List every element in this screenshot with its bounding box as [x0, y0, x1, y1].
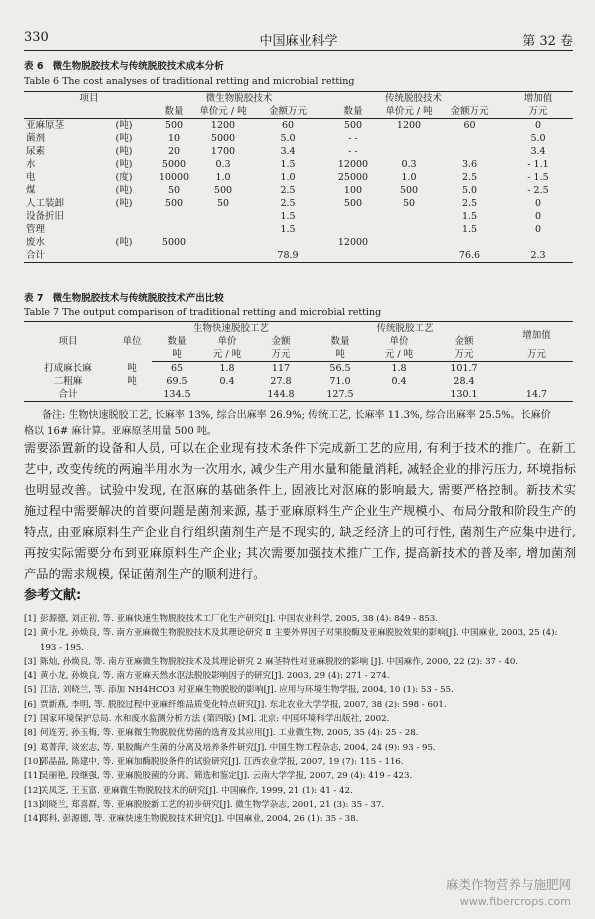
table7-head-qty-2: 数量 [330, 336, 350, 347]
table6-cell [382, 223, 436, 236]
reference-text: 葛菁萍, 谈宏志, 等. 果胶酶产生菌的分离及培养条件研究[J]. 中国生物工程杂志, 2004, 24 (9): 93 - 95. [40, 742, 436, 753]
table6-caption-number: 6 [36, 61, 44, 72]
table6-row [24, 184, 573, 197]
reference-item [24, 698, 576, 712]
table6-cell [252, 236, 324, 249]
table6-head-amount-2: 金额万元 [436, 105, 503, 119]
table6-cell: 亚麻原茎 [26, 120, 65, 131]
table6-row [24, 236, 573, 249]
table6-cell: 5000 [161, 159, 187, 170]
table6-cell: 1.0 [215, 172, 231, 183]
table6-head-price-2: 单价元 / 吨 [382, 105, 436, 119]
table6-cell: 3.4 [530, 146, 546, 157]
table6-cell: - - [348, 146, 358, 157]
table6-cell [436, 236, 503, 249]
table7-row [24, 388, 573, 402]
table6-head-price: 单价元 / 吨 [194, 105, 252, 119]
table7-head-row-1 [24, 322, 573, 336]
reference-number: [3] [24, 656, 37, 667]
table6-cell [436, 132, 503, 145]
table7-cell: 1.8 [391, 363, 407, 374]
table7-head-trad: 传统脱胶工艺 [310, 322, 500, 336]
reference-item [24, 669, 576, 683]
table6-cell: 60 [463, 120, 476, 131]
body-paragraph: 需要添置新的设备和人员, 可以在企业现有技术条件下完成新工艺的应用, 有利于技术的推广。在新工艺中, 改变传统的两遍半用水为一次用水, 减少生产用水量和能量消耗, 减轻企业的排污压力, 环境指标也明显改善。试验中发现, 在沤麻的基础条件上, 固液比对沤麻的影响最大, 需要严格控制。新技术实施过程中需要解决的首要问题是菌剂来源, 基于亚麻原料生产企业生产规模小、布局分散和阶段生产的特点, 由亚麻原料生产企业自行组织菌剂生产是不现实的, 缺乏经济上的可行性, 菌剂生产应集中进行, 再按实际需要分布到亚麻原料生产企业; 其次需要加强技术推广工作, 提高新技术的普及率, 增加菌剂产品的需求规模, 保证菌剂生产的顺利进行。 [24, 441, 576, 581]
table6-cell: 1.5 [280, 224, 296, 235]
table7-head-wan-3: 万元 [500, 348, 573, 362]
table6-cell [382, 145, 436, 158]
table6-cell: 1.5 [461, 224, 478, 235]
table6-cell [154, 223, 194, 236]
reference-number: [9] [24, 742, 37, 753]
table7-row [24, 375, 573, 388]
references-list [24, 612, 576, 826]
table7-cell: 28.4 [453, 376, 475, 387]
table6-cell: - 2.5 [527, 185, 549, 196]
table6-cell: 1.5 [280, 159, 296, 170]
table7-cell: 130.1 [428, 388, 500, 402]
table6-cell: 500 [399, 185, 419, 196]
table6-cell: 菌剂 [26, 133, 46, 144]
table6-head-row-2 [24, 105, 573, 119]
reference-text: 郭晶晶, 陈建中, 等. 亚麻加酶脱胶条件的试验研究[J]. 江西农业学报, 2007, 19 (7): 115 - 116. [40, 756, 404, 767]
header-rule [24, 50, 573, 51]
table6-cell: 2.5 [461, 198, 478, 209]
table7-cell: 吨 [127, 376, 137, 387]
table6-cell: 人工装卸 [26, 198, 65, 209]
table6-cell: 2.5 [461, 172, 478, 183]
volume-label: 第 32 卷 [522, 34, 573, 49]
table7-head-ton: 吨 [152, 348, 202, 362]
reference-number: [8] [24, 728, 37, 739]
table6-cell: 25000 [337, 172, 369, 183]
table6-row [24, 210, 573, 223]
table6-cell: 10000 [158, 172, 190, 183]
reference-text: 国家环境保护总局. 水和废水监测分析方法 (第四版) [M]. 北京: 中国环境科学出版社, 2002. [40, 714, 390, 725]
table6-cell: 废水 [26, 237, 46, 248]
table7-caption-en: Table 7 The output comparison of traditional retting and microbial retting [24, 307, 382, 318]
reference-item [24, 784, 576, 798]
table6-cell: 1.0 [401, 172, 417, 183]
table6-cell: 50 [216, 198, 230, 209]
table6-caption-en: Table 6 The cost analyses of traditional retting and microbial retting [24, 76, 355, 87]
table6-cell: (吨) [115, 146, 133, 157]
reference-number: [12] [24, 785, 42, 796]
table7-cell [370, 388, 428, 402]
table6-cell [382, 210, 436, 223]
table6-cell: 设备折旧 [26, 211, 65, 222]
table7-caption-title: 微生物脱胶技术与传统脱胶技术产出比较 [52, 293, 224, 304]
table6-cell [94, 210, 154, 223]
table7-cell: 69.5 [166, 376, 188, 387]
table-note-line-1: 备注: 生物快速脱胶工艺, 长麻率 13%, 综合出麻率 26.9%; 传统工艺, 长麻率 11.3%, 综合出麻率 25.5%。长麻价 [42, 410, 551, 421]
table7-cell [112, 388, 152, 402]
table6-cell: 1.0 [280, 172, 296, 183]
table6-cell [194, 210, 252, 223]
table6-cell: - 1.1 [527, 159, 549, 170]
reference-text: 陈灿, 孙焕良, 等. 南方亚麻微生物脱胶技术及其理论研究 2 麻茎特性对亚麻脱胶的影响 [J]. 中国麻作, 2000, 22 (2): 37 - 40. [40, 656, 519, 667]
table6-row [24, 145, 573, 158]
table6-cell [154, 210, 194, 223]
table6-cell: 500 [164, 198, 184, 209]
table-note [24, 408, 573, 440]
table6-cell: 76.6 [436, 249, 503, 263]
table6-cell: 10 [167, 133, 181, 144]
table7-head-unit: 单位 [112, 322, 152, 362]
table6-cell: 2.5 [280, 185, 296, 196]
reference-item [24, 683, 576, 697]
table6-head-amount: 金额万元 [252, 105, 324, 119]
reference-number: [11] [24, 771, 42, 782]
table6-cell: 1.5 [280, 211, 296, 222]
table7-cell [202, 388, 252, 402]
reference-text: 黄小龙, 孙焕良, 等. 南方亚麻微生物脱胶技术及其理论研究 Ⅱ 主要外界因子对果胶酶及亚麻脱胶效果的影响[J]. 中国麻业, 2003, 25 (4): 193 - 195. [40, 628, 558, 653]
table6-cell: 5.0 [530, 133, 546, 144]
table6-cell: 500 [164, 120, 184, 131]
reference-text: 彭源德, 刘正初, 等. 亚麻快速生物脱胶技术工厂化生产研究[J]. 中国农业科学, 2005, 38 (4): 849 - 853. [40, 614, 438, 624]
reference-number: [1] [24, 614, 37, 624]
table6-cell [194, 249, 252, 263]
table7-head-price-2: 单价 [389, 336, 409, 347]
reference-text: 何连芳, 孙玉梅, 等. 亚麻微生物脱胶优势菌的选育及其应用[J]. 工业微生物, 2005, 35 (4): 25 - 28. [40, 728, 419, 739]
table6-cell: 0.3 [401, 159, 417, 170]
reference-text: 刘晓兰, 郑喜群, 等. 亚麻脱胶新工艺的初步研究[J]. 微生物学杂志, 2001, 21 (3): 35 - 37. [40, 799, 385, 810]
table7-cell: 134.5 [152, 388, 202, 402]
reference-item [24, 741, 576, 755]
table6-head-micro: 微生物脱胶技术 [154, 92, 324, 106]
reference-text: 关凤芝, 王玉富. 亚麻微生物脱胶技术的研究[J]. 中国麻作, 1999, 21 (1): 41 - 42. [40, 785, 353, 796]
table6-cell [324, 223, 382, 236]
table6-cell: 500 [343, 198, 363, 209]
reference-item [24, 655, 576, 669]
reference-item [24, 612, 576, 626]
table6-cell: 合计 [24, 249, 94, 263]
table6-row [24, 132, 573, 145]
table6-cell: 管理 [26, 224, 46, 235]
table6-body [24, 119, 573, 263]
table7-caption-cn [24, 290, 224, 304]
table6-cell: 1200 [210, 120, 236, 131]
table6-head-item: 项目 [24, 92, 154, 106]
table7-cell: 二粗麻 [53, 376, 83, 387]
table6-cell: 0 [534, 120, 542, 131]
table6-cell: 水 [26, 159, 36, 170]
reference-text: 江洁, 刘晓兰, 等. 添加 NH4HCO3 对亚麻生物脱胶的影响[J]. 应用与环境生物学报, 2004, 10 (1): 53 - 55. [40, 685, 454, 696]
table6-cell: 3.4 [280, 146, 296, 157]
table6-cell: 2.3 [503, 249, 573, 263]
table7-cell: 56.5 [329, 363, 351, 374]
table-note-line-2: 格以 16# 麻计算。亚麻原茎用量 500 吨。 [24, 426, 217, 437]
table7-head-yuan-ton-2: 元 / 吨 [370, 348, 428, 362]
table7-caption-prefix: 表 [24, 293, 34, 304]
table6-cell: 电 [26, 172, 36, 183]
table7-cell: 71.0 [329, 376, 351, 387]
table7-head-item: 项目 [24, 322, 112, 362]
table6-cell: 60 [281, 120, 295, 131]
references-title: 参考文献: [24, 588, 82, 603]
reference-item [24, 726, 576, 740]
table6-cell [436, 145, 503, 158]
table6-cell: 12000 [337, 159, 369, 170]
table6-cell: 0.3 [215, 159, 231, 170]
table7-cell: 65 [170, 363, 184, 374]
table6-row [24, 119, 573, 133]
table6-cell: 20 [167, 146, 181, 157]
reference-text: 吴丽艳, 段继强, 等. 亚麻脱胶菌的分离、筛选和鉴定[J]. 云南大学学报, 2007, 29 (4): 419 - 423. [40, 771, 413, 782]
table6-cell: 50 [167, 185, 181, 196]
table6-cell: (吨) [115, 185, 133, 196]
table6-cell [503, 236, 573, 249]
watermark-line-1: 麻类作物营养与施肥网 [445, 877, 571, 892]
table6-cell: 50 [402, 198, 416, 209]
table6-head-unit: 万元 [503, 105, 573, 119]
reference-item [24, 712, 576, 726]
reference-text: 郑科, 彭源德, 等. 亚麻快速生物脱胶技术研究[J]. 中国麻业, 2004, 26 (1): 35 - 38. [40, 814, 359, 825]
table7-cell: 117 [271, 363, 291, 374]
table6-cell: (吨) [115, 198, 133, 209]
journal-title: 中国麻业科学 [259, 34, 338, 49]
table6-cell: 煤 [26, 185, 36, 196]
table6-cell: 1200 [396, 120, 422, 131]
watermark-line-2: www.fibercrops.com [459, 895, 571, 908]
table6-head-inc: 增加值 [503, 92, 573, 106]
watermark [446, 876, 571, 910]
table6-cell: (吨) [115, 120, 133, 131]
table6-cell [324, 210, 382, 223]
table6-cell [382, 236, 436, 249]
table7-head-amount-2: 金额 [454, 336, 474, 347]
table7-row [24, 362, 573, 376]
table6-cell: 12000 [337, 237, 369, 248]
reference-number: [10] [24, 756, 42, 767]
table6-cell: 5000 [210, 133, 236, 144]
reference-number: [13] [24, 799, 42, 810]
table7-cell: 144.8 [252, 388, 310, 402]
reference-number: [14] [24, 814, 42, 825]
table6-row [24, 171, 573, 184]
table7-cell [500, 375, 573, 388]
table7-cell: 合计 [24, 388, 112, 402]
reference-item [24, 755, 576, 769]
table7-head-inc: 增加值 [500, 322, 573, 349]
table7-head-micro: 生物快速脱胶工艺 [152, 322, 310, 336]
reference-number: [6] [24, 699, 37, 710]
table7-head-wan: 万元 [252, 348, 310, 362]
table7-head-price: 单价 [217, 336, 237, 347]
table6-cell: 1.5 [461, 211, 478, 222]
table6-cell: (吨) [115, 133, 133, 144]
table6-cell: - - [348, 133, 358, 144]
table6-cell: 0 [534, 198, 542, 209]
table6-cell: (吨) [115, 237, 133, 248]
reference-item [24, 812, 576, 826]
table6-cell [154, 249, 194, 263]
table6-cell: 5.0 [461, 185, 478, 196]
table6-cell: 500 [343, 120, 363, 131]
table6-caption-title: 微生物脱胶技术与传统脱胶技术成本分析 [52, 61, 224, 72]
table7-head-wan-2: 万元 [428, 348, 500, 362]
table6-row [24, 223, 573, 236]
table6-cell: 尿素 [26, 146, 46, 157]
reference-item [24, 798, 576, 812]
table6-cell: (吨) [115, 159, 133, 170]
table7-cell: 14.7 [500, 388, 573, 402]
reference-text: 贾新燕, 李明, 等. 脱胶过程中亚麻纤维品质变化特点研究[J]. 东北农业大学学报, 2007, 38 (2): 598 - 601. [40, 699, 447, 710]
table6-cell: 500 [213, 185, 233, 196]
reference-number: [7] [24, 714, 37, 725]
table6-cell: 2.5 [280, 198, 296, 209]
table6-head-qty: 数量 [154, 105, 194, 119]
table6-cell: 5.0 [280, 133, 296, 144]
table6-cell: (度) [115, 172, 133, 183]
table6-head-row-1 [24, 92, 573, 106]
table6-cell: 100 [343, 185, 363, 196]
table6-row [24, 249, 573, 263]
table7-cell: 127.5 [310, 388, 370, 402]
table6-cell [94, 249, 154, 263]
table6 [24, 91, 573, 263]
table7-head-amount: 金额 [271, 336, 291, 347]
table6-cell [194, 223, 252, 236]
table7-cell: 27.8 [270, 376, 292, 387]
table7 [24, 321, 573, 402]
reference-number: [5] [24, 685, 37, 696]
table7-head-qty: 数量 [167, 336, 187, 347]
table6-cell: 1700 [210, 146, 236, 157]
table6-caption-cn [24, 58, 224, 72]
reference-number: [2] [24, 628, 37, 639]
table6-head-trad: 传统脱胶技术 [324, 92, 503, 106]
reference-text: 黄小龙, 孙焕良, 等. 南方亚麻天然水沤法脱胶影响因子的研究[J]. 2003, 29 (4): 271 - 274. [40, 671, 390, 682]
reference-item [24, 769, 576, 783]
table6-cell: - 1.5 [527, 172, 549, 183]
table7-head-yuan-ton: 元 / 吨 [202, 348, 252, 362]
table7-cell: 0.4 [219, 376, 235, 387]
table6-cell [382, 249, 436, 263]
table6-cell [94, 223, 154, 236]
table6-cell [194, 236, 252, 249]
table6-row [24, 158, 573, 171]
table6-cell: 5000 [161, 237, 187, 248]
table6-head-qty-2: 数量 [324, 105, 382, 119]
table7-cell: 1.8 [219, 363, 235, 374]
reference-number: [4] [24, 671, 37, 682]
table7-caption-number: 7 [36, 293, 44, 304]
reference-item [24, 626, 576, 655]
table7-cell: 吨 [127, 362, 137, 374]
table6-row [24, 197, 573, 210]
running-header [24, 30, 573, 48]
table6-cell: 0 [534, 224, 542, 235]
table6-cell: 78.9 [252, 249, 324, 263]
table7-cell: 打成麻长麻 [44, 362, 92, 374]
table7-cell: 0.4 [391, 376, 407, 387]
table6-cell: 3.6 [461, 159, 478, 170]
table7-head-ton-2: 吨 [310, 348, 370, 362]
table6-cell: 0 [534, 211, 542, 222]
table6-cell [382, 132, 436, 145]
page-number: 330 [24, 30, 49, 45]
table7-cell [500, 362, 573, 376]
table6-caption-prefix: 表 [24, 61, 34, 72]
table6-cell [324, 249, 382, 263]
table7-cell: 101.7 [450, 363, 478, 374]
table7-body [24, 362, 573, 402]
